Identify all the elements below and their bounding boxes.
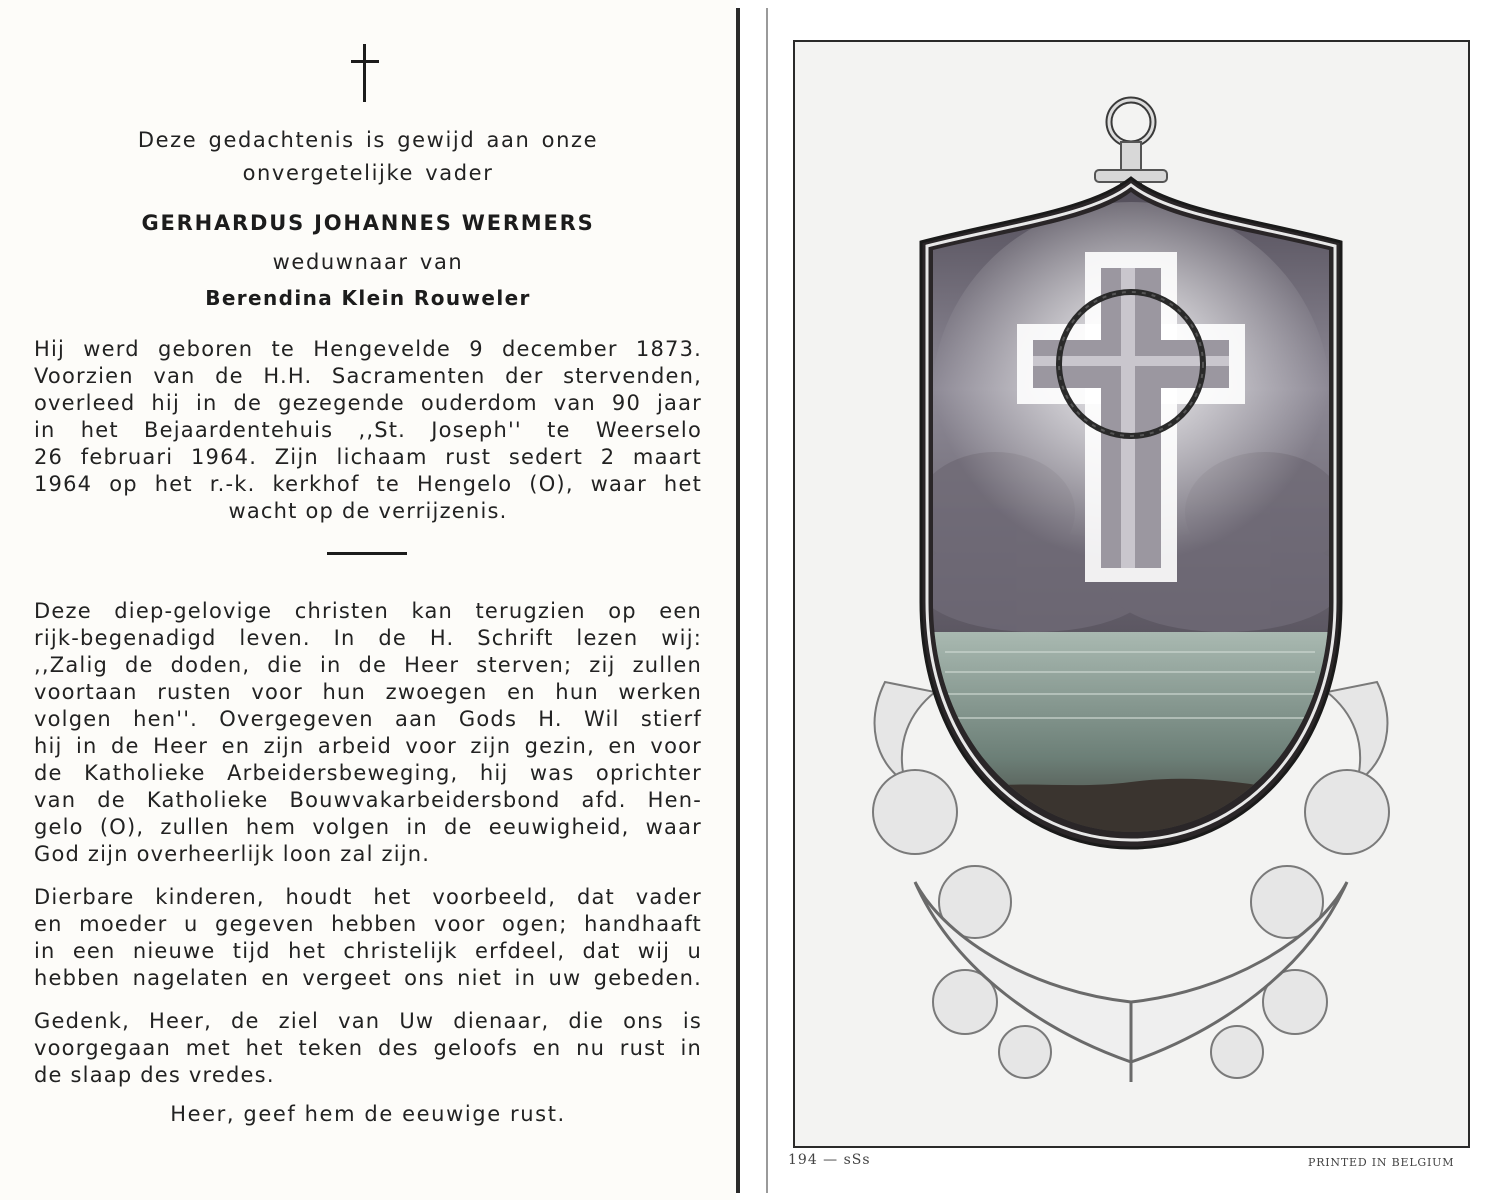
text-line: Gedenk, Heer, de ziel van Uw dienaar, die ons is — [34, 1009, 702, 1033]
print-code: 194 — sSs — [788, 1152, 871, 1168]
text-line: ,,Zalig de doden, die in de Heer sterven; zij zullen — [34, 653, 702, 677]
relation-text: weduwnaar van — [272, 250, 464, 274]
text-line: hebben nagelaten en vergeet ons niet in uw gebeden. — [34, 966, 702, 990]
text-line: Deze diep-gelovige christen kan terugzien op een — [34, 599, 702, 623]
divider — [327, 552, 407, 555]
text-line: overleed hij in de gezegende ouderdom van 90 jaar — [34, 391, 702, 415]
text-line: de slaap des vredes. — [34, 1063, 275, 1087]
card-fold — [736, 8, 740, 1193]
text-line: hij in de Heer en zijn arbeid voor zijn gezin, en voor — [34, 734, 702, 758]
text-line: 1964 op het r.-k. kerkhof te Hengelo (O), waar het — [34, 472, 702, 496]
text-line: de Katholieke Arbeidersbeweging, hij was oprichter — [34, 761, 702, 785]
anchor-shield-cross-icon — [795, 42, 1468, 1146]
text-line: rijk-begenadigd leven. In de H. Schrift lezen wij: — [34, 626, 702, 650]
text-line: God zijn overheerlijk loon zal zijn. — [34, 842, 431, 866]
memorial-text-page — [0, 0, 736, 1200]
text-line: in een nieuwe tijd het christelijk erfdeel, dat wij u — [34, 939, 702, 963]
closing-line: Heer, geef hem de eeuwige rust. — [170, 1102, 566, 1126]
intro-line-2: onvergetelijke vader — [242, 161, 494, 185]
text-line: Voorzien van de H.H. Sacramenten der stervenden, — [34, 364, 702, 388]
faith-paragraph — [34, 598, 702, 868]
text-line: 26 februari 1964. Zijn lichaam rust sedert 2 maart — [34, 445, 702, 469]
text-line: voortaan rusten voor hun zwoegen en hun werken — [34, 680, 702, 704]
text-line: van de Katholieke Bouwvakarbeidersbond afd. Hen- — [34, 788, 702, 812]
text-line: in het Bejaardentehuis ,,St. Joseph'' te Weerselo — [34, 418, 702, 442]
text-line: wacht op de verrijzenis. — [228, 499, 508, 523]
printed-in-label: PRINTED IN BELGIUM — [1308, 1156, 1455, 1169]
text-line: Hij werd geboren te Hengevelde 9 december 1873. — [34, 337, 702, 361]
deceased-name: GERHARDUS JOHANNES WERMERS — [141, 211, 595, 235]
text-line: voorgegaan met het teken des geloofs en nu rust in — [34, 1036, 702, 1060]
biography-paragraph — [34, 336, 702, 525]
prayer-paragraph — [34, 1008, 702, 1089]
illustration-page — [770, 0, 1510, 1200]
children-paragraph — [34, 884, 702, 992]
image-frame — [793, 40, 1470, 1148]
text-line: Dierbare kinderen, houdt het voorbeeld, dat vader — [34, 885, 702, 909]
card-edge — [766, 8, 768, 1193]
text-line: en moeder u gegeven hebben voor ogen; handhaaft — [34, 912, 702, 936]
intro-line-1: Deze gedachtenis is gewijd aan onze — [137, 128, 599, 152]
cross-icon — [351, 44, 379, 104]
text-line: volgen hen''. Overgegeven aan Gods H. Wil stierf — [34, 707, 702, 731]
spouse-name: Berendina Klein Rouweler — [205, 286, 531, 310]
text-line: gelo (O), zullen hem volgen in de eeuwigheid, waar — [34, 815, 702, 839]
